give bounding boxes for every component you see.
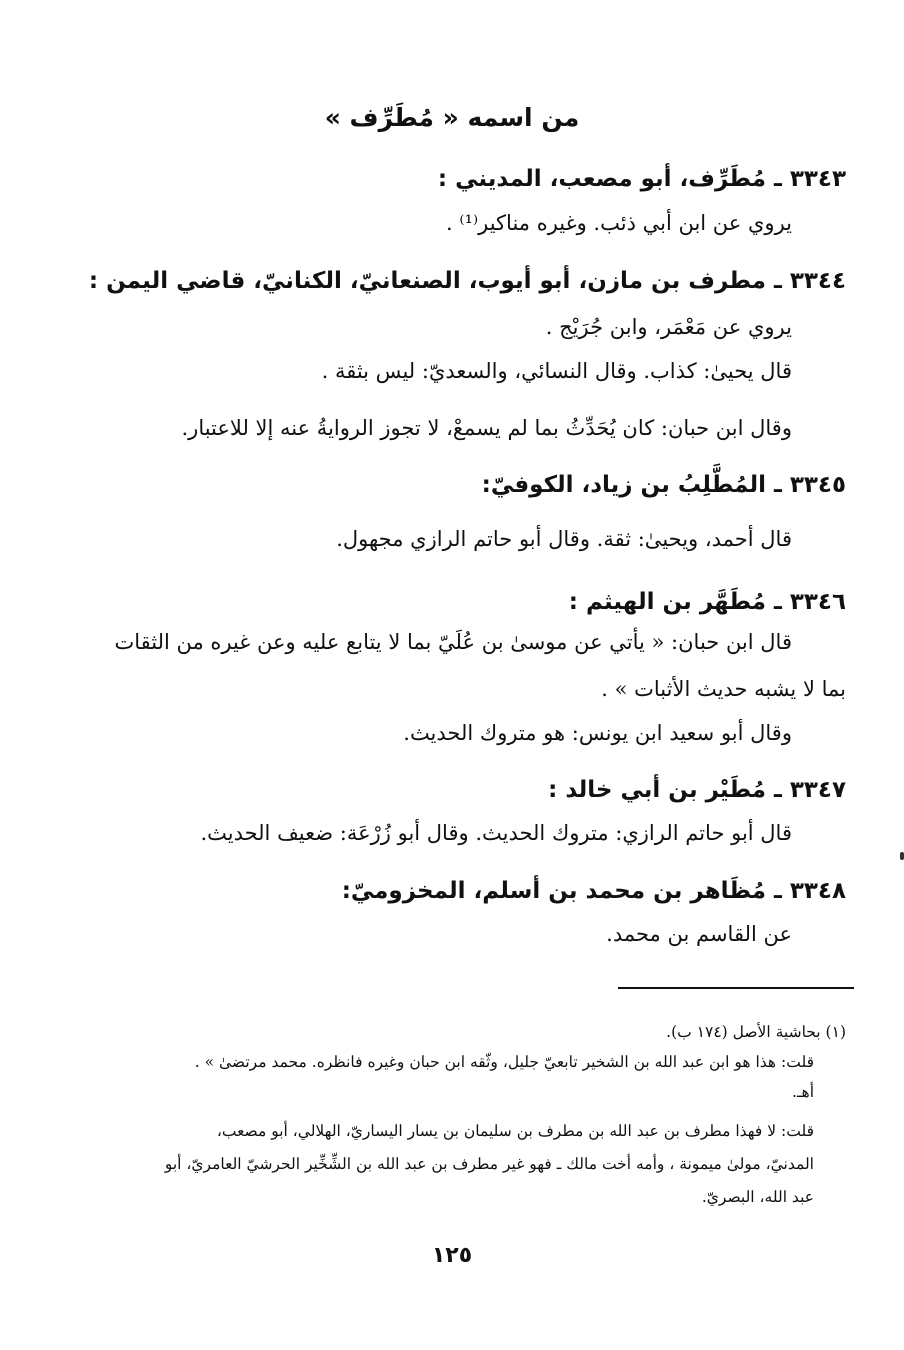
entry-line: بما لا يشبه حديث الأثبات » . xyxy=(601,677,846,701)
section-heading: من اسمه « مُطَرِّف » xyxy=(324,103,580,132)
entry-head-3348: ٣٣٤٨ ـ مُظَاهر بن محمد بن أسلم، المخزوميّ: xyxy=(341,878,846,904)
footnote-line: قلت: هذا هو ابن عبد الله بن الشخير تابعيّ جليل، وثّقه ابن حبان وغيره فانظره. محمد مرتضىٰ » . xyxy=(194,1053,814,1071)
entry-line: قال أبو حاتم الرازي: متروك الحديث. وقال أبو زُرْعَة: ضعيف الحديث. xyxy=(200,821,792,845)
entry-head-3346: ٣٣٤٦ ـ مُطَهَّر بن الهيثم : xyxy=(568,589,846,615)
footnote-line: أهـ. xyxy=(792,1083,814,1101)
footnote-line: (١) بحاشية الأصل (١٧٤ ب). xyxy=(666,1023,846,1041)
entry-line: يروي عن ابن أبي ذئب. وغيره مناكير⁽¹⁾ . xyxy=(446,211,792,235)
entry-line: عن القاسم بن محمد. xyxy=(606,922,792,946)
footnote-divider xyxy=(618,987,854,989)
page-number: ١٢٥ xyxy=(431,1243,473,1268)
entry-line: وقال ابن حبان: كان يُحَدِّثُ بما لم يسمعْ، لا تجوز الروايةُ عنه إلا للاعتبار. xyxy=(181,416,792,440)
entry-line: قال أحمد، ويحيىٰ: ثقة. وقال أبو حاتم الرازي مجهول. xyxy=(336,527,792,551)
entry-line: يروي عن مَعْمَر، وابن جُرَيْج . xyxy=(545,315,792,339)
entry-line: قال يحيىٰ: كذاب. وقال النسائي، والسعديّ: ليس بثقة . xyxy=(321,359,792,383)
entry-head-3345: ٣٣٤٥ ـ المُطَّلِبُ بن زياد، الكوفيّ: xyxy=(481,472,846,498)
entry-head-3343: ٣٣٤٣ ـ مُطَرِّف، أبو مصعب، المديني : xyxy=(437,166,846,192)
entry-head-3347: ٣٣٤٧ ـ مُطَيْر بن أبي خالد : xyxy=(548,777,846,803)
footnote-line: عبد الله، البصريّ. xyxy=(701,1188,814,1206)
entry-line: وقال أبو سعيد ابن يونس: هو متروك الحديث. xyxy=(403,721,792,745)
footnote-line: المدنيّ، مولىٰ ميمونة ، وأمه أخت مالك ـ فهو غير مطرف بن عبد الله بن الشِّخِّير الحرشيّ العامريّ، أبو xyxy=(164,1155,814,1173)
entry-head-3344: ٣٣٤٤ ـ مطرف بن مازن، أبو أيوب، الصنعانيّ، الكنانيّ، قاضي اليمن : xyxy=(88,268,846,294)
margin-mark xyxy=(900,852,904,860)
entry-line: قال ابن حبان: « يأتي عن موسىٰ بن عُلَيّ بما لا يتابع عليه وعن غيره من الثقات xyxy=(114,630,792,654)
footnote-line: قلت: لا فهذا مطرف بن عبد الله بن مطرف بن سليمان بن يسار اليساريّ، الهلالي، أبو مصعب، xyxy=(216,1122,814,1140)
